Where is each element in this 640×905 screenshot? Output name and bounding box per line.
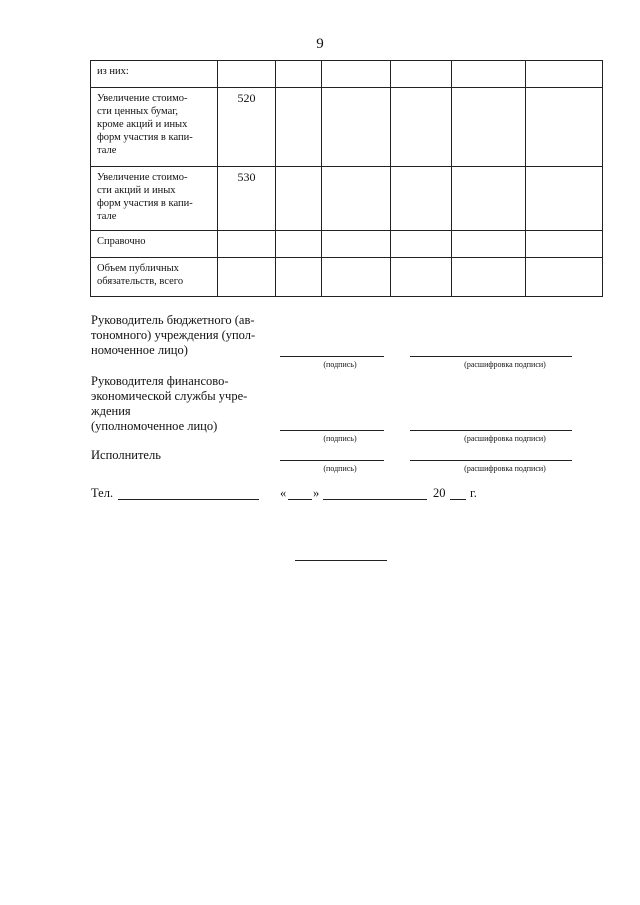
page-number: 9 [316, 36, 324, 52]
report-table [90, 60, 603, 297]
table-cell [391, 88, 452, 167]
date-open-quote: « [280, 486, 287, 500]
row-label: Справочно [91, 231, 218, 258]
table-cell [276, 258, 322, 297]
table-cell [526, 258, 603, 297]
row-code [218, 231, 276, 258]
table-cell [276, 61, 322, 88]
table-cell [391, 258, 452, 297]
table-cell [322, 231, 391, 258]
executor-decode-line[interactable] [410, 460, 572, 461]
table-row [91, 61, 603, 88]
finance-decode-caption: (расшифровка подписи) [464, 434, 546, 443]
table-cell [276, 167, 322, 231]
table-row [91, 88, 603, 167]
table-row [91, 167, 603, 231]
executor-signature-line[interactable] [280, 460, 384, 461]
closing-divider [295, 560, 387, 561]
finance-signature-caption: (подпись) [323, 434, 357, 443]
table-cell [452, 88, 526, 167]
year-prefix: 20 [433, 486, 446, 500]
head-decode-caption: (расшифровка подписи) [464, 360, 546, 369]
row-code [218, 61, 276, 88]
table-cell [391, 167, 452, 231]
finance-signature-line[interactable] [280, 430, 384, 431]
table-cell [322, 258, 391, 297]
head-decode-line[interactable] [410, 356, 572, 357]
head-signature-caption: (подпись) [323, 360, 357, 369]
row-label: Увеличение стоимо- сти акций и иных форм участия в капи- тале [91, 167, 218, 231]
date-month-line[interactable] [323, 499, 427, 500]
table-cell [276, 88, 322, 167]
row-code: 520 [218, 88, 276, 167]
table-cell [322, 167, 391, 231]
table-cell [452, 61, 526, 88]
phone-label: Тел. [91, 486, 114, 500]
table-cell [322, 61, 391, 88]
executor-signature-caption: (подпись) [323, 464, 357, 473]
row-label: из них: [91, 61, 218, 88]
finance-decode-line[interactable] [410, 430, 572, 431]
date-close-quote: » [313, 486, 320, 500]
head-signatory-label: Руководитель бюджетного (ав- тономного) учреждения (упол- номоченное лицо) [91, 313, 256, 357]
table-cell [526, 61, 603, 88]
table-cell [526, 231, 603, 258]
table-row [91, 258, 603, 297]
finance-signatory-label: Руководителя финансово- экономической службы учре- ждения (уполномоченное лицо) [91, 374, 248, 433]
date-year-line[interactable] [450, 499, 466, 500]
table-cell [452, 258, 526, 297]
table-cell [322, 88, 391, 167]
table-row [91, 231, 603, 258]
phone-field-line[interactable] [118, 499, 259, 500]
table-cell [391, 61, 452, 88]
table-cell [526, 88, 603, 167]
year-suffix: г. [470, 486, 477, 500]
executor-decode-caption: (расшифровка подписи) [464, 464, 546, 473]
row-label: Объем публичных обязательств, всего [91, 258, 218, 297]
row-code [218, 258, 276, 297]
table-cell [391, 231, 452, 258]
head-signature-line[interactable] [280, 356, 384, 357]
table-cell [526, 167, 603, 231]
date-day-line[interactable] [288, 499, 312, 500]
executor-label: Исполнитель [91, 448, 161, 462]
row-code: 530 [218, 167, 276, 231]
table-cell [452, 231, 526, 258]
table-cell [276, 231, 322, 258]
table-cell [452, 167, 526, 231]
row-label: Увеличение стоимо- сти ценных бумаг, кроме акций и иных форм участия в капи- тале [91, 88, 218, 167]
